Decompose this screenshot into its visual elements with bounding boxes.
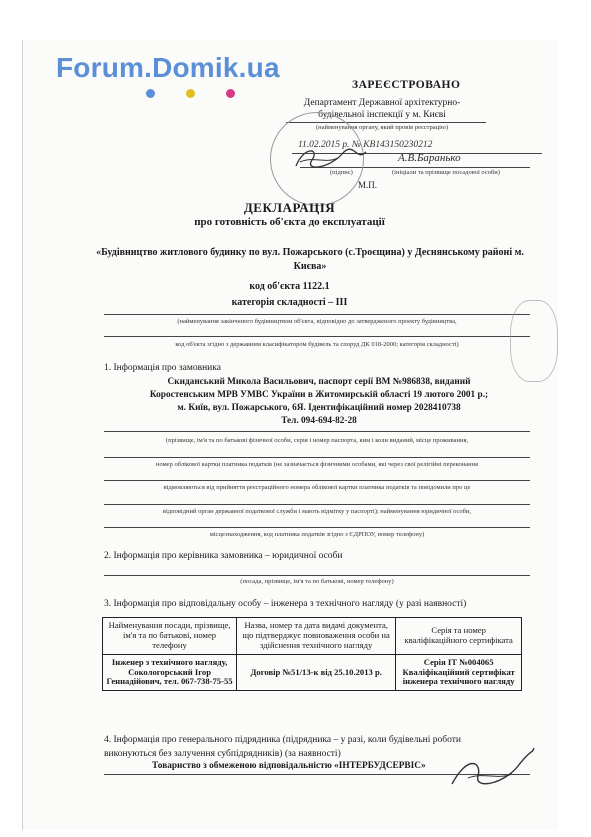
section2-note: (посада, прізвище, ім'я та по батькові, номер телефону) [240,578,394,585]
customer-note-4: відповідний орган державної податкової служби і мають відмітку у паспорті); найменування юридичної особи, [162,508,472,515]
signature-note: (підпис) [330,169,353,176]
contractor-signature [448,744,538,794]
registry-org-note: (найменування органу, який провів реєстрацію) [316,124,448,131]
registered-title: ЗАРЕЄСТРОВАНО [352,79,461,91]
declaration-title: ДЕКЛАРАЦІЯ [243,200,336,215]
object-note-1: (найменування закінченого будівництвом об'єкта, відповідно до затвердженого проекту будівництва, [177,318,457,325]
registration-signature [290,144,370,172]
technical-supervisor-table [102,617,522,691]
seal-mark: М.П. [358,180,378,190]
watermark-dot-yellow [186,89,195,98]
table-header-row [103,618,522,655]
signer-name: А.В.Баранько [398,152,461,164]
table-header-cell: Найменування посади, прізвище, ім'я та по батькові, номер телефону [103,618,237,655]
customer-note-1: (прізвище, ім'я та по батькові фізичної особи, серія і номер паспорта, ким і коли виданий, місце проживання, [165,437,469,444]
section3-heading: 3. Інформація про відповідальну особу – інженера з технічного нагляду (у разі наявності) [104,599,467,609]
customer-note-3: відмовляються від прийняття реєстраційного номера облікової картки платника податків та повідомили про це [163,484,471,491]
object-name: «Будівництво житлового будинку по вул. Пожарського (с.Троєщина) у Деснянському районі м. Києва» [96,247,524,272]
table-cell-contract: Договір №51/13-к від 25.10.2013 р. [237,654,396,691]
general-contractor-name: Товариство з обмеженою відповідальністю «ІНТЕРБУДСЕРВІС» [152,761,426,771]
table-cell-supervisor: Інженер з технічного нагляду, Сокологорський Ігор Геннадійович, тел. 067-738-75-55 [103,654,237,691]
customer-note-2: номер облікової картки платника податків (не зазначається фізичними особами, які через свої релігійні переконання [155,461,479,468]
registration-date-number: 11.02.2015 р. № КВ143150230212 [298,140,433,150]
customer-phone: Тел. 094-694-82-28 [281,416,357,426]
watermark-dot-blue [146,89,155,98]
customer-line3: м. Київ, вул. Пожарського, 6Я. Ідентифікаційний номер 2028410738 [177,403,461,413]
complexity-category: категорія складності – ІІІ [231,297,348,308]
declaration-subtitle: про готовність об'єкта до експлуатації [194,216,385,228]
section4-line2: виконуються без залучення субпідрядників) (за наявності) [104,749,341,759]
watermark-logo: Forum.Domik.ua [56,52,280,83]
registry-org-line2: будівельної інспекції у м. Києві [318,110,446,120]
object-code: код об'єкта 1122.1 [249,281,330,292]
side-seal-fragment [510,300,558,382]
customer-note-5: місцезнаходження, код платника податків згідно з ЄДРПОУ, номер телефону) [209,531,425,538]
object-note-2: код об'єкта згідно з державним класифікатором будівель та споруд ДК 018-2000; категорія складності) [175,341,459,348]
section2-heading: 2. Інформація про керівника замовника – юридичної особи [104,551,343,561]
section4-line1: 4. Інформація про генерального підрядника (підрядника – у разі, коли будівельні роботи [104,735,461,745]
customer-line2: Коростенським МРВ УМВС України в Житомирській області 19 лютого 2001 р.; [149,390,489,400]
section1-heading: 1. Інформація про замовника [104,363,221,373]
table-cell-certificate: Серія ІТ №004065 Кваліфікаційний сертифікат інженера технічного нагляду [396,654,522,691]
table-row [103,654,522,691]
watermark-dot-pink [226,89,235,98]
signer-name-note: (ініціали та прізвище посадової особи) [392,169,500,176]
table-header-cell: Назва, номер та дата видачі документа, що підтверджує повноваження особи на здійснення технічного нагляду [237,618,396,655]
customer-line1: Скиданський Микола Васильович, паспорт серії ВМ №986838, виданий [167,377,471,387]
registry-org-line1: Департамент Державної архітектурно- [303,98,461,108]
table-header-cell: Серія та номер кваліфікаційного сертифіката [396,618,522,655]
